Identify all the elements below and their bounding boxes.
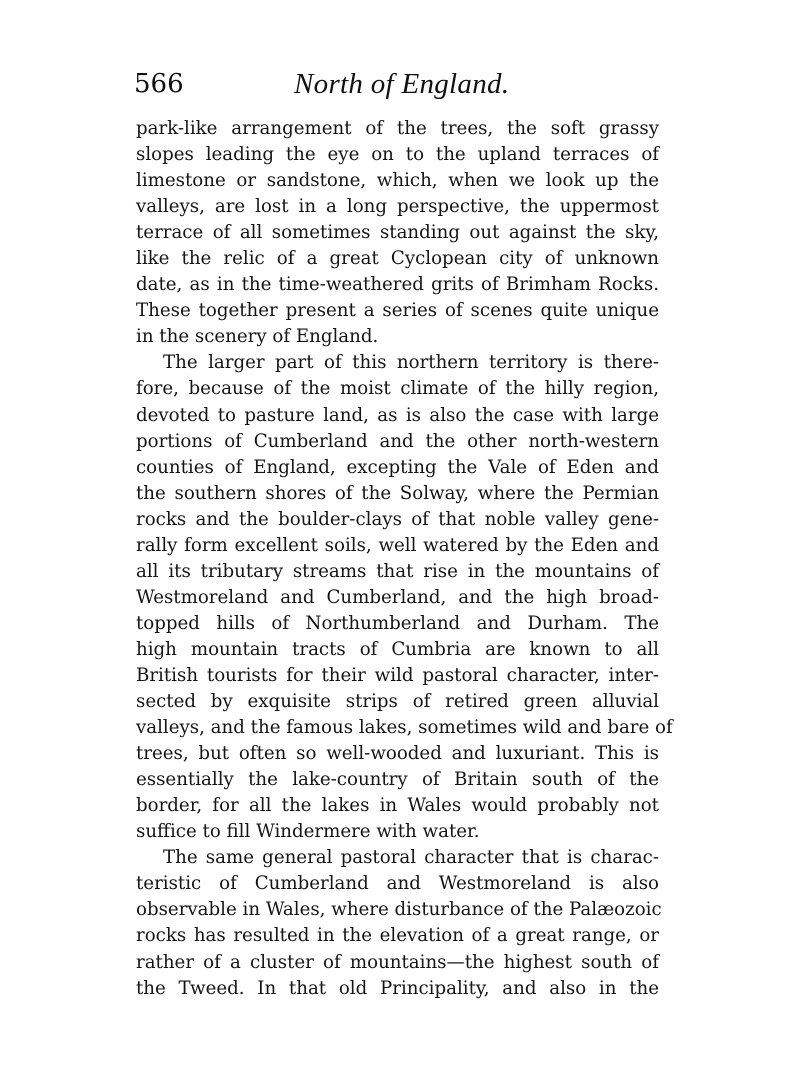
running-title: North of England. (294, 68, 510, 100)
text-line: park-like arrangement of the trees, the soft grassy (136, 118, 659, 139)
text-line: devoted to pasture land, as is also the case with large (136, 404, 659, 426)
page-number: 566 (134, 69, 184, 99)
running-head (134, 66, 660, 102)
text-line: the Tweed. In that old Principality, and also in the (136, 977, 659, 999)
paragraph (136, 845, 662, 1001)
text-line: sected by exquisite strips of retired green alluvial (136, 691, 659, 713)
text-line: high mountain tracts of Cumbria are known to all (136, 638, 659, 660)
text-line: British tourists for their wild pastoral character, inter- (136, 664, 659, 686)
paragraph (136, 350, 673, 845)
text-line: like the relic of a great Cyclopean city of unknown (136, 248, 659, 270)
text-line: Westmoreland and Cumberland, and the high broad- (136, 586, 659, 608)
text-line: valleys, and the famous lakes, sometimes wild and bare of (136, 717, 673, 739)
paragraph (136, 116, 659, 350)
text-line: valleys, are lost in a long perspective, the uppermost (136, 196, 659, 218)
text-line: rather of a cluster of mountains—the highest south of (136, 951, 659, 973)
text-line: counties of England, excepting the Vale of Eden and (136, 456, 659, 478)
text-line: date, as in the time-weathered grits of Brimham Rocks. (136, 274, 659, 296)
text-line: fore, because of the moist climate of the hilly region, (136, 378, 659, 400)
body-text (136, 116, 673, 1002)
text-line: limestone or sandstone, which, when we look up the (136, 170, 659, 192)
text-line: trees, but often so well-wooded and luxuriant. This is (136, 743, 659, 765)
text-line: essentially the lake-country of Britain south of the (136, 769, 659, 791)
text-line: rocks has resulted in the elevation of a great range, or (136, 925, 659, 947)
text-line: The larger part of this northern territory is there- (163, 352, 659, 374)
text-line: suffice to fill Windermere with water. (136, 821, 480, 843)
text-line: The same general pastoral character that is charac- (163, 847, 659, 869)
text-line: slopes leading the eye on to the upland terraces of (136, 144, 659, 166)
text-line: These together present a series of scenes quite unique (136, 300, 659, 322)
text-line: border, for all the lakes in Wales would probably not (136, 795, 659, 817)
text-line: all its tributary streams that rise in the mountains of (136, 560, 659, 582)
text-line: rally form excellent soils, well watered by the Eden and (136, 534, 659, 556)
text-line: portions of Cumberland and the other north-western (136, 430, 659, 452)
text-line: topped hills of Northumberland and Durham. The (136, 612, 659, 634)
text-line: rocks and the boulder-clays of that noble valley gene- (136, 508, 659, 530)
text-line: the southern shores of the Solway, where the Permian (136, 482, 659, 504)
text-line: observable in Wales, where disturbance of the Palæozoic (136, 899, 662, 921)
text-line: in the scenery of England. (136, 326, 379, 348)
text-line: teristic of Cumberland and Westmoreland is also (136, 873, 659, 895)
text-line: terrace of all sometimes standing out against the sky, (136, 222, 659, 244)
